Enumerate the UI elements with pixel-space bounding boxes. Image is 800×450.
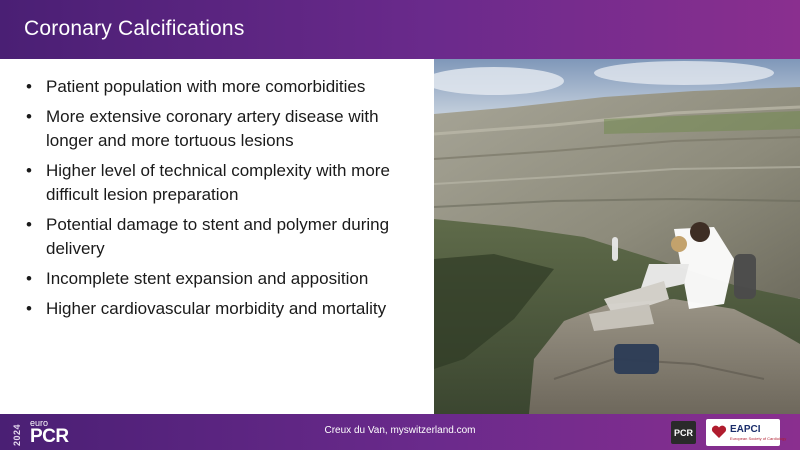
bullet-dot: •	[26, 299, 32, 318]
bullet-dot: •	[26, 107, 32, 126]
eapci-logo	[706, 419, 787, 446]
logo-pcr-text: PCR	[30, 426, 69, 447]
bullet-dot: •	[26, 269, 32, 288]
bullet-item	[26, 267, 426, 291]
bullet-text: Higher cardiovascular morbidity and mortality	[46, 299, 387, 318]
eapci-subtext: European Society of Cardiology	[730, 436, 787, 441]
bullet-panel	[0, 59, 434, 414]
bullet-item	[26, 297, 426, 321]
bullet-dot: •	[26, 161, 32, 180]
bullet-dot: •	[26, 215, 32, 234]
bullet-text: More extensive coronary artery disease with longer and more tortuous lesions	[46, 107, 379, 150]
bullet-text: Higher level of technical complexity with more difficult lesion preparation	[46, 161, 390, 204]
bullet-list	[26, 75, 426, 327]
slide-title: Coronary Calcifications	[24, 17, 245, 40]
bullet-item	[26, 105, 426, 153]
eapci-text: EAPCI	[730, 424, 761, 435]
bullet-dot: •	[26, 77, 32, 96]
bullet-item	[26, 159, 426, 207]
pcr-badge: PCR	[671, 421, 696, 444]
bullet-text: Patient population with more comorbidities	[46, 77, 366, 96]
photo-caption: Creux du Van, myswitzerland.com	[324, 425, 476, 436]
logo-euro-text: euro	[30, 418, 49, 428]
bullet-text: Incomplete stent expansion and apposition	[46, 269, 369, 288]
logo-year: 2024	[12, 423, 22, 446]
bullet-item	[26, 213, 426, 261]
slide-header	[0, 0, 800, 59]
bullet-text: Potential damage to stent and polymer during delivery	[46, 215, 390, 258]
landscape-photo	[434, 59, 800, 414]
heart-icon	[711, 425, 727, 439]
bullet-item	[26, 75, 426, 99]
